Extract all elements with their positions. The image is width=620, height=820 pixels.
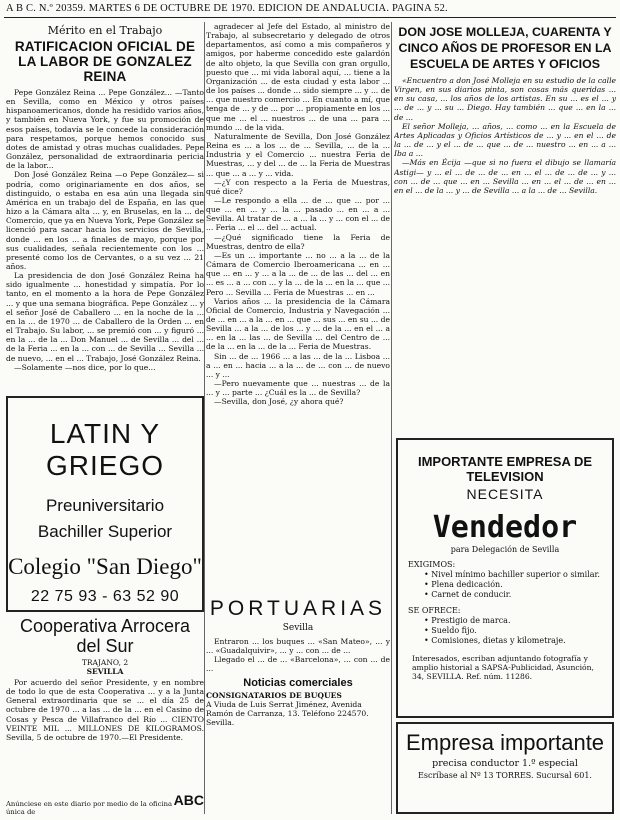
ad-school-name: Colegio "San Diego": [8, 554, 202, 579]
ad-line: Bachiller Superior: [37, 522, 173, 541]
section-body: [206, 637, 390, 674]
section-paragraph: Entraron ... los buques ... «San Mateo», ... y ... «Guadalquivir», ... y ... con ... de ...: [206, 637, 390, 656]
abc-ad-text: Anúnciese en este diario por medio de la oficina única de: [6, 800, 173, 816]
ad-offer-item: • Prestigio de marca.: [424, 616, 511, 625]
column-rule-1: [204, 22, 205, 814]
ad-req-item: • Carnet de conducir.: [424, 590, 512, 599]
ad-requirements: [408, 560, 604, 600]
article-paragraph: —Es un ... importante ... no ... a la ... de la Cámara de Comercio Iberoamericana ... en ... que ... en ... y ... a la ... de ... de las ... del ... en ... es ... a ... con ... y la ... de la ... en la ... que ... Pero ... Sevilla ... Feria de Muestras ... en ...: [206, 250, 390, 297]
ad-latin-griego: [6, 396, 204, 612]
subsection-title: Noticias comerciales: [243, 676, 353, 689]
article-paragraph: Don José González Reina —o Pepe González— si podría, como originariamente en dos años, se distinguido, o estaba en esa aún una llegada sin América en un trabajo del de España, en las que hizo a la Cámara alta ... y, en Bruselas, en la ... de Comercio, que ya en Nueva York, Pepe González se licenció para sacar hacia los servicios de Sevilla, donde ... en los ... a finales de mayo, porque por sus cualidades, señala recientemente con los ... presenté como los de Cervantes, o a su vez ... 21 años.: [6, 170, 204, 271]
notice-title: Cooperativa Arrocera del Sur: [19, 616, 191, 656]
ad-req-item: • Plena dedicación.: [424, 580, 503, 589]
ad-offers: [408, 606, 604, 646]
section-title: PORTUARIAS: [209, 597, 387, 620]
ad-television-vendedor: [396, 438, 614, 718]
article-paragraph: —Pero nuevamente que ... nuestras ... de la ... y ... parte ... ¿Cuál es la ... de Sevilla?: [206, 379, 390, 398]
ad-title: LATIN Y GRIEGO: [45, 418, 164, 481]
abc-logo: ABC: [173, 792, 204, 808]
ad-offer-heading: SE OFRECE:: [408, 606, 461, 615]
section-paragraph: Llegado el ... de ... «Barcelona», ... con ... de ...: [206, 655, 390, 674]
article-paragraph: «Encuentro a don José Molleja en su estudio de la calle Virgen, en sus diarios pinta, son cosas más queridas ... en su casa, ... los años de los artistas. En su ... es el ... y ... de ... y ... su ... Diego. Hay también ... que ... en la ... de ...: [394, 76, 616, 122]
ad-needs: NECESITA: [466, 486, 544, 502]
article-headline: DON JOSE MOLLEJA, CUARENTA Y CINCO AÑOS DE PROFESOR EN LA ESCUELA DE ARTES Y OFICIOS: [398, 25, 612, 71]
consignatarios-heading: CONSIGNATARIOS DE BUQUES: [206, 690, 342, 700]
page-header: A B C. N.º 20359. MARTES 6 DE OCTUBRE DE 1970. EDICION DE ANDALUCIA. PAGINA 52.: [6, 3, 448, 14]
ad-empresa-importante: [396, 722, 614, 814]
column-rule-2: [391, 22, 392, 814]
article-paragraph: Pepe González Reina ... Pepe González... —Tanto en Sevilla, como en México y otros países hispanoamericanos, donde ha residido varios años, y también en Nueva York, y fue su promoción de esos países, todavía se le concede la consideración para respetamos, porque hemos conocido sus dotes de amistad y otras muchas cualidades. Pepe González, personalidad de extraordinaria pericia de la labor...: [6, 88, 204, 171]
article-paragraph: Sin ... de ... 1966 ... a las ... de la ... Lisboa ... a ... en ... hacia ... a la ... de ... con ... de nuevo ... y ...: [206, 351, 390, 379]
article-paragraph: Naturalmente de Sevilla, Don José González Reina es ... a los ... de ... Sevilla, ... de la ... Industria y el Comercio ... nuestra Feria de Muestras, ... y del ... de ... la Feria de Muestras ... que ... a ... y ... vida.: [206, 131, 390, 178]
article-paragraph: —Le respondo a ella ... de ... que ... por ... que ... en ... y ... la ... pasado ... en ... a ... Sevilla. Al tratar de ... a ... la ... y ... con el ... de ... Feria ... el ... del ... actual.: [206, 195, 390, 233]
article-body: [6, 88, 204, 372]
article-paragraph: Varios años ... la presidencia de la Cámara Oficial de Comercio, Industria y Navegación ... de ... en ... a la ... en ... que ... sus ... en su ... de Sevilla ... a la ... de los ... y ... de la ... en el ... a ... en la ... las ... de Sevilla ... del Centro de ... de la ... en la ... de la ... Feria de Muestras.: [206, 296, 390, 352]
article-continuation: [206, 22, 390, 590]
article-paragraph: —¿Y con respecto a la Feria de Muestras, qué dice?: [206, 177, 390, 196]
notice-city: SEVILLA: [86, 667, 124, 676]
article-paragraph: La presidencia de don José González Reina ha sido igualmente ... honestidad y simpatía. Por lo tanto, en el momento a la hora de Pepe González ... y que una semana biográfica. Pepe González ... y el señor José de Caballero ... en la noche de la ... en la ... de 1970 ... de Caballero de la Orden ... en el Trabajo. Su labor, ... se premió con ... y figuró ... en la ... de la ... Don Manuel ... de Sevilla ... del ... de la Feria ... en la ... con ... de Sevilla ... Sevilla ... de nuevo, ... en el ... Trabajo, José González Reina.: [6, 271, 204, 363]
ad-sub: Escríbase al Nº 13 TORRES. Sucursal 601.: [418, 771, 592, 780]
article-paragraph: —Más en Écija —que si no fuera el dibujo se llamaría Astigi— y ... el ... de ... de ... en ... el ... de ... de ... y ... con ... de ... que ... en ... Sevilla ... en ... el ... de ... en ... en el ... de la ... y ... de Sevilla ... a la ... de ... Sevilla.: [394, 158, 616, 195]
article-body-continued: [206, 22, 390, 407]
ad-req-item: • Nivel mínimo bachiller superior o similar.: [424, 570, 600, 579]
section-city: Sevilla: [282, 623, 314, 633]
article-paragraph: —Sevilla, don José, ¿y ahora qué?: [214, 397, 344, 407]
article-molleja: [394, 22, 616, 432]
ad-title: Empresa importante: [405, 730, 605, 755]
ad-role: Vendedor: [432, 510, 578, 545]
ad-contact-note: Interesados, escriban adjuntando fotografía y amplio historial a SAPSA-Publicidad, Asunción, 34, SEVILLA. Ref. núm. 11286.: [412, 654, 594, 681]
article-paragraph: —Solamente —nos dice, por lo que...: [14, 362, 156, 372]
consignatarios-text: A Viuda de Luis Serrat Jiménez, Avenida Ramón de Carranza, 13. Teléfono 224570. Sevilla.: [206, 699, 369, 728]
ad-req-heading: EXIGIMOS:: [408, 560, 456, 569]
article-paragraph: —¿Qué significado tiene la Feria de Muestras, dentro de ella?: [206, 232, 390, 251]
ad-for: para Delegación de Sevilla: [450, 545, 560, 554]
article-headline: RATIFICACION OFICIAL DE LA LABOR DE GONZALEZ REINA: [14, 39, 196, 84]
abc-ad-line: [6, 792, 204, 816]
article-paragraph: agradecer al Jefe del Estado, al ministro de Trabajo, al subsecretario y delegado de otros departamentos, así como a mis compañeros y amigos, por haberme concedido este galardón de alto objeto, la que Sevilla con gran orgullo, puesto que ... mi vida laboral aquí, ... tiene a la Organización ... de esta ciudad y esta labor ... de los países ... donde ... sido siempre ... y ... de ... que nuestro comercio ... En cuanto a mí, que tenga de ... y de ... por ... propiamente en los ... que me ... el ... nuestros ... de una ... para ... mundo ... de la vida.: [206, 22, 390, 132]
article-gonzalez-reina: [6, 22, 204, 394]
section-portuarias: [206, 593, 390, 815]
notice-body: [6, 678, 204, 798]
notice-address: TRAJANO, 2: [81, 658, 129, 667]
article-paragraph: El señor Molleja, ... años, ... como ... en la Escuela de Artes Aplicadas y Oficios Artísticos de ... y ... en el ... de la ... de ... y el ... de ... que ... de ... nuestro ... en ... a ... Iba a ...: [394, 121, 616, 159]
consignatarios: [206, 691, 390, 728]
article-body: [394, 76, 616, 195]
ad-title: IMPORTANTE EMPRESA DE TELEVISION: [417, 454, 593, 484]
header-rule: [4, 17, 616, 18]
article-kicker: Mérito en el Trabajo: [47, 24, 163, 37]
notice-paragraph: Por acuerdo del señor Presidente, y en nombre de todo lo que de esta Cooperativa ... y a la Junta General extraordinaria que se ... el día 25 de octubre de 1970 ... a las ... de la ... en el Casino de Cosas y Pesca de Villafranco del Río ... CIENTO VEINTE MIL ... MILLONES DE KILOGRAMOS. Sevilla, 5 de octubre de 1970.—El Presidente.: [6, 678, 204, 742]
ad-line: Preuniversitario: [45, 496, 165, 515]
ad-line: precisa conductor 1.º especial: [432, 758, 578, 769]
notice-cooperativa: [6, 616, 204, 798]
ad-phone: 22 75 93 - 63 52 90: [30, 588, 180, 605]
ad-offer-item: • Comisiones, dietas y kilometraje.: [424, 636, 566, 645]
ad-offer-item: • Sueldo fijo.: [424, 626, 477, 635]
